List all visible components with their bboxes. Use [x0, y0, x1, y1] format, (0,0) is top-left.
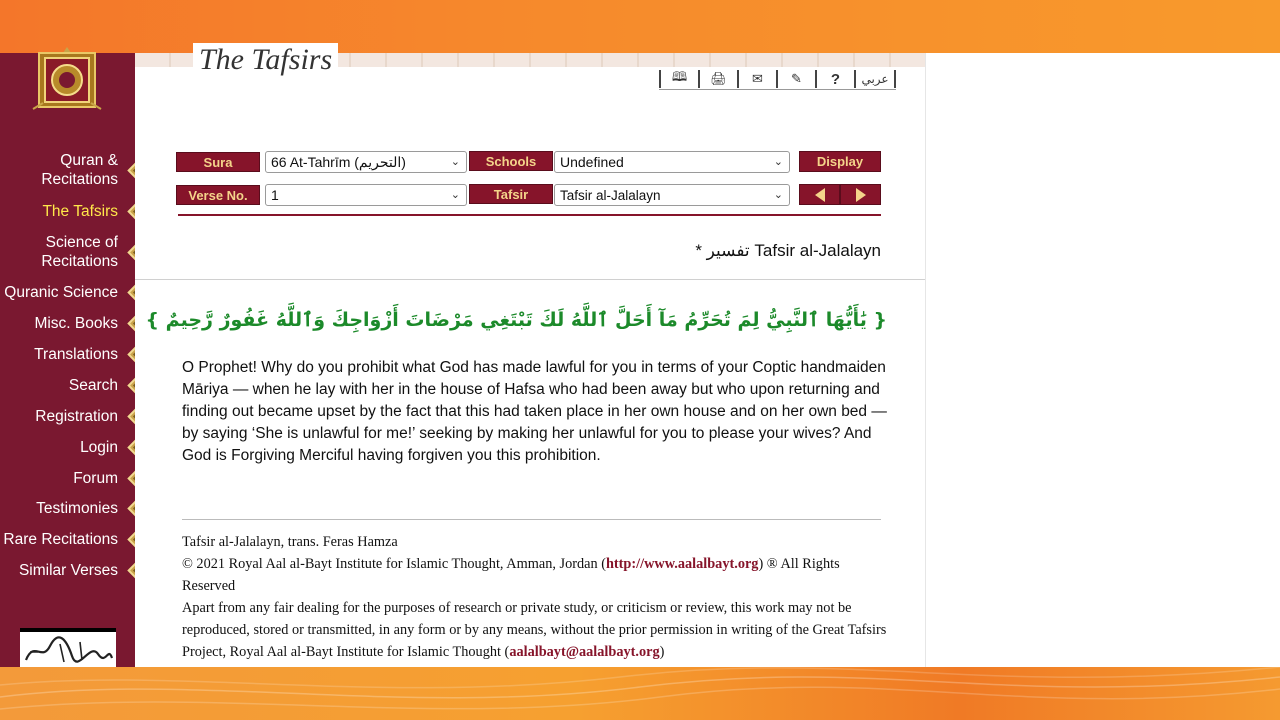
top-banner [0, 0, 1280, 53]
sidebar-item-misc-books[interactable] [0, 314, 135, 333]
sidebar-item-the-tafsirs[interactable] [0, 202, 135, 221]
divider [135, 279, 925, 280]
next-verse-button[interactable] [840, 184, 881, 205]
footer-copyright [182, 553, 887, 597]
tafsir-label: Tafsir [469, 184, 553, 204]
display-button[interactable]: Display [799, 151, 881, 172]
read-icon: 🕮 [671, 69, 688, 84]
main-content [135, 43, 925, 667]
edit-icon: ✎ [791, 71, 802, 86]
sidebar-item-label: Science of Recitations [41, 234, 118, 270]
mail-icon: ✉ [752, 71, 763, 86]
sidebar-item-rare-recitations[interactable] [0, 530, 135, 549]
toolbar [659, 70, 896, 90]
sidebar-item-search[interactable] [0, 376, 135, 395]
sura-select[interactable] [265, 151, 467, 173]
copyright-text: © 2021 Royal Aal al-Bayt Institute for Islamic Thought, Amman, Jordan ( [182, 556, 606, 572]
chevron-down-icon: ⌄ [450, 189, 460, 201]
tafsir-heading: * تفسير Tafsir al-Jalalayn [695, 241, 881, 260]
quran-logo-icon [31, 47, 103, 113]
verse-select[interactable] [265, 184, 467, 206]
wave-decoration [0, 667, 1280, 720]
arrow-left-icon [815, 188, 825, 202]
verse-arabic: { يَٰأَيُّهَا ٱلنَّبِيُّ لِمَ تُحَرِّمُ مَآ أَحَلَّ ٱللَّهُ لَكَ تَبْتَغِي مَرْضَاتَ أَزْوَاجِكَ وَٱللَّهُ غَفُورٌ رَّحِيمٌ } [145, 309, 887, 331]
bottom-banner [0, 667, 1280, 720]
copyright-footer [182, 531, 887, 663]
tafsir-commentary: O Prophet! Why do you prohibit what God has made lawful for you in terms of your Coptic handmaiden Māriya — when he lay with her in the house of Hafsa who had been away but who upon returning and finding out became upset by the fact that this had taken place in her own house and on her own bed — by saying ‘She is unlawful for me!’ seeking by making her unlawful for you to please your wives? And God is Forgiving Merciful having forgiven you this prohibition. [182, 359, 887, 464]
footer-notice [182, 597, 887, 663]
print-icon-button[interactable] [698, 70, 737, 88]
sidebar-item-label: Forum [73, 470, 118, 487]
sidebar-item-label: Login [80, 439, 118, 456]
sidebar-item-testimonies[interactable] [0, 499, 135, 518]
tafsir-select-value: Tafsir al-Jalalayn [560, 187, 661, 203]
sidebar-item-registration[interactable] [0, 407, 135, 426]
sidebar-item-label: The Tafsirs [42, 203, 118, 220]
divider [182, 519, 881, 520]
tafsir-select[interactable] [554, 184, 790, 206]
chevron-down-icon: ⌄ [450, 156, 460, 168]
sidebar-item-login[interactable] [0, 438, 135, 457]
institute-logo [20, 628, 116, 671]
sidebar-item-label: Rare Recitations [3, 531, 118, 548]
sidebar-item-label: Translations [34, 346, 118, 363]
arabic-lang-button[interactable] [854, 70, 896, 88]
email-link[interactable]: aalalbayt@aalalbayt.org [509, 644, 660, 660]
blank-area [925, 53, 1280, 667]
sidebar-item-science-of-recitations[interactable] [0, 233, 135, 271]
divider [178, 214, 881, 216]
verse-no-label: Verse No. [176, 185, 260, 205]
schools-select-value: Undefined [560, 154, 624, 170]
help-icon: ? [830, 70, 841, 88]
print-icon: 🖨 [710, 71, 727, 86]
calligraphy-logo-icon [20, 632, 116, 667]
sidebar-item-label: Quranic Science [4, 284, 118, 301]
sidebar-item-label: Misc. Books [34, 315, 118, 332]
read-icon-button[interactable] [659, 70, 698, 88]
sidebar-item-translations[interactable] [0, 345, 135, 364]
sidebar-item-label: Testimonies [36, 500, 118, 517]
sidebar-item-label: Quran & Recitations [41, 152, 118, 188]
notice-text-end: ) [659, 644, 665, 660]
previous-verse-button[interactable] [799, 184, 840, 205]
sidebar-item-quranic-science[interactable] [0, 283, 135, 302]
sidebar-item-label: Similar Verses [18, 562, 118, 579]
notice-text: Apart from any fair dealing for the purposes of research or private study, or criticism or review, this work may not be reproduced, stored or transmitted, in any form or by any means, without the prior permission in writing of the Great Tafsirs Project, Royal Aal al-Bayt Institute for Islamic Thought ( [182, 600, 887, 660]
help-icon-button[interactable] [815, 70, 854, 88]
schools-label: Schools [469, 151, 553, 171]
mail-icon-button[interactable] [737, 70, 776, 88]
sidebar-item-label: Search [68, 377, 118, 394]
sidebar-item-forum[interactable] [0, 469, 135, 488]
page-title: The Tafsirs [193, 43, 338, 77]
copyright-text-end: ) ® All Rights Reserved [182, 556, 840, 594]
footer-source: Tafsir al-Jalalayn, trans. Feras Hamza [182, 534, 398, 550]
website-link[interactable]: http://www.aalalbayt.org [605, 556, 759, 572]
sidebar-item-quran-recitations[interactable] [0, 151, 135, 189]
sidebar [0, 53, 135, 667]
verse-select-value: 1 [271, 187, 279, 203]
chevron-down-icon: ⌄ [773, 156, 783, 168]
arabic-lang-label: عربي [861, 72, 889, 86]
schools-select[interactable] [554, 151, 790, 173]
sura-select-value: 66 At-Tahrīm (التحريم) [271, 153, 406, 170]
arrow-right-icon [856, 188, 866, 202]
sura-label: Sura [176, 152, 260, 172]
edit-icon-button[interactable] [776, 70, 815, 88]
sidebar-item-similar-verses[interactable] [0, 561, 135, 580]
sidebar-item-label: Registration [35, 408, 118, 425]
chevron-down-icon: ⌄ [773, 189, 783, 201]
